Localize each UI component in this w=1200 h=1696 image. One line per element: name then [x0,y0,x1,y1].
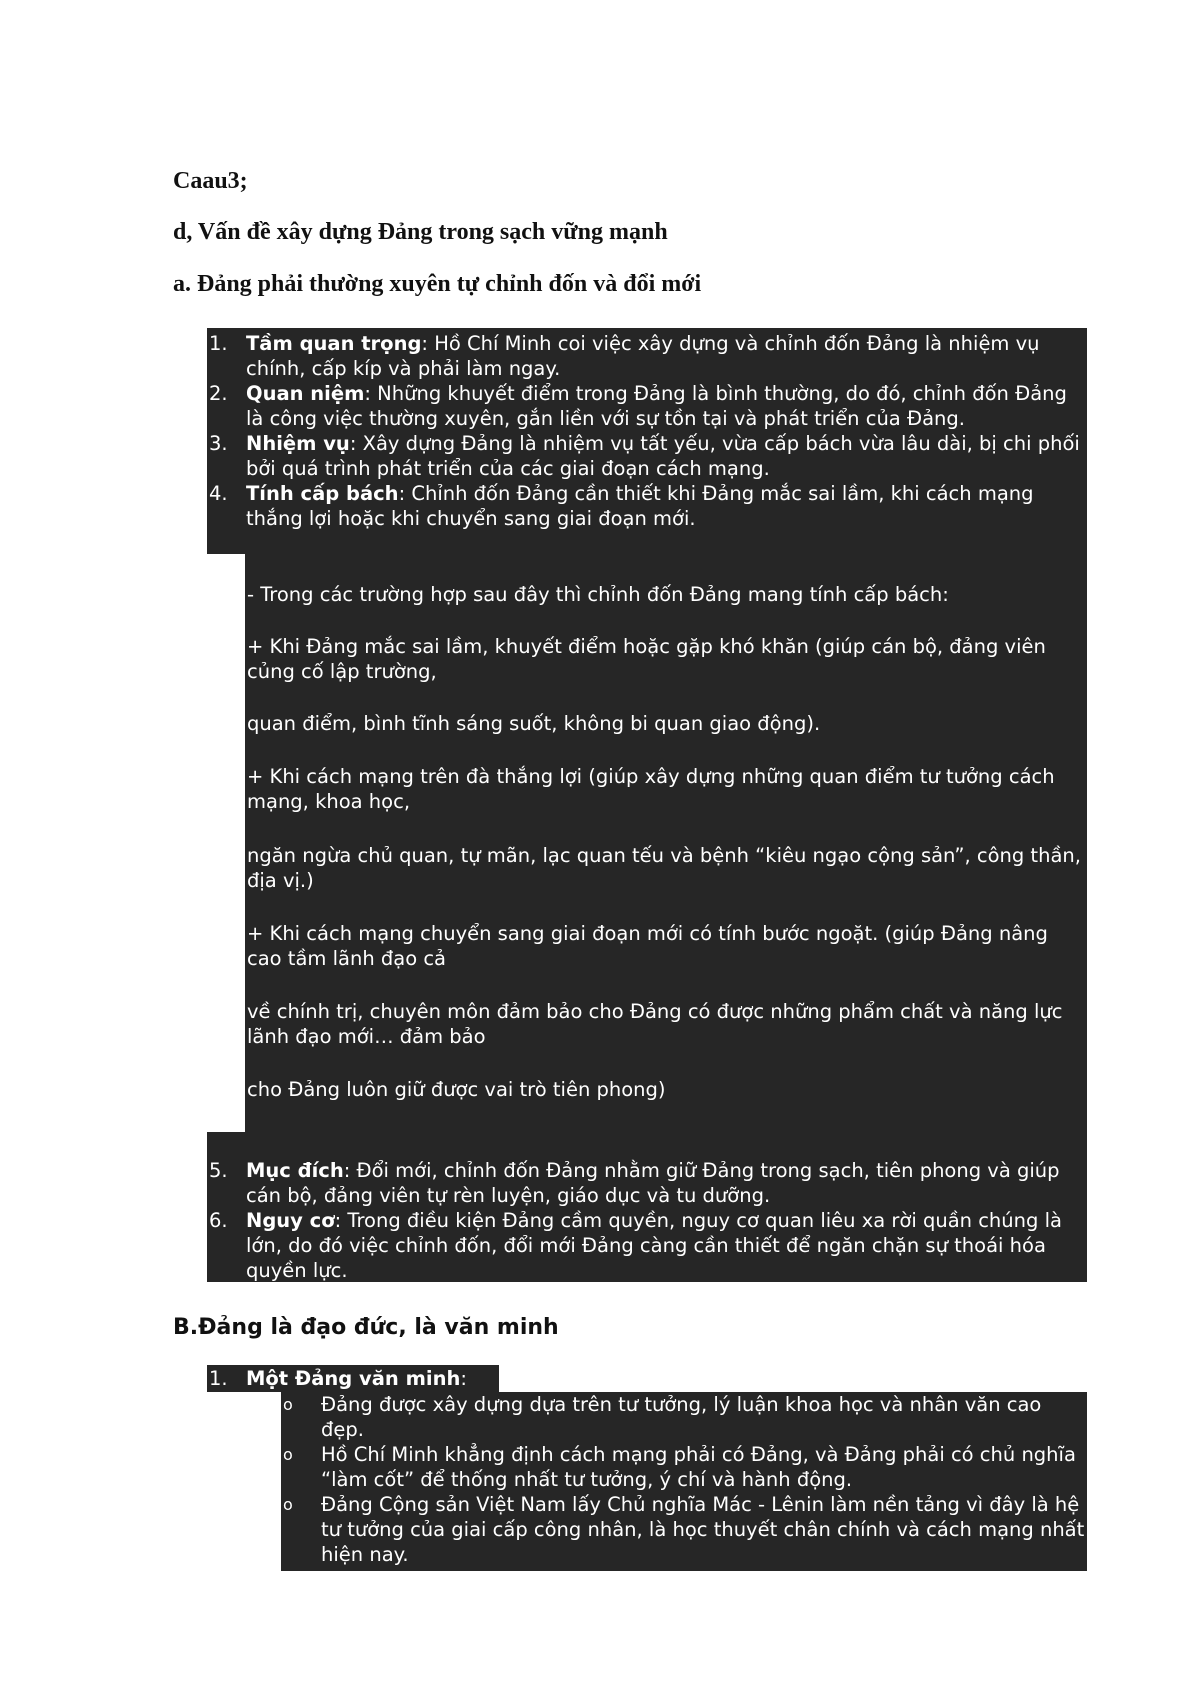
urgency-paragraph: quan điểm, bình tĩnh sáng suốt, không bi quan giao động). [247,712,821,735]
list-item-text: : Trong điều kiện Đảng cầm quyền, nguy cơ quan liêu xa rời quần chúng là lớn, do đó việc chỉnh đốn, đổi mới Đảng càng cần thiết để ngăn chặn sự thoái hóa quyền lực. [246,1209,1062,1282]
list-b-term: Một Đảng văn minh [246,1367,461,1390]
urgency-paragraph: + Khi cách mạng chuyển sang giai đoạn mới có tính bước ngoặt. (giúp Đảng nâng cao tầm lãnh đạo cả [247,922,1048,970]
list-item-term: Nguy cơ [246,1209,335,1232]
list-item: 6. Nguy cơ: Trong điều kiện Đảng cầm quyền, nguy cơ quan liêu xa rời quần chúng là lớn, do đó việc chỉnh đốn, đổi mới Đảng càng cần thiết để ngăn chặn sự thoái hóa quyền lực. [209,1209,1062,1282]
list-item-term: Tầm quan trọng [246,332,422,355]
list-item: 2. Quan niệm: Những khuyết điểm trong Đảng là bình thường, do đó, chỉnh đốn Đảng là công việc thường xuyên, gắn liền với sự tồn tại và phát triển của Đảng. [209,382,1067,430]
list-item-term: Mục đích [246,1159,344,1182]
list-item: o Đảng được xây dựng dựa trên tư tưởng, lý luận khoa học và nhân văn cao đẹp. [283,1393,1042,1441]
bullet-list-b [283,1392,1085,1567]
list-item-text: : Đổi mới, chỉnh đốn Đảng nhằm giữ Đảng trong sạch, tiên phong và giúp cán bộ, đảng viên tự rèn luyện, giáo dục và tu dưỡng. [246,1159,1060,1207]
section-d-title: d, Vấn đề xây dựng Đảng trong sạch vững mạnh [173,219,668,245]
question-label: Caau3; [173,168,248,194]
list-item-text: : Những khuyết điểm trong Đảng là bình thường, do đó, chỉnh đốn Đảng là công việc thường xuyên, gắn liền với sự tồn tại và phát triển của Đảng. [246,382,1067,430]
urgency-intro: - Trong các trường hợp sau đây thì chỉnh đốn Đảng mang tính cấp bách: [247,583,949,606]
list-item-text: : Chỉnh đốn Đảng cần thiết khi Đảng mắc sai lầm, khi cách mạng thắng lợi hoặc khi chuyển sang giai đoạn mới. [246,482,1034,530]
list-b-heading: 1. Một Đảng văn minh: [209,1367,467,1390]
urgency-paragraph: về chính trị, chuyên môn đảm bảo cho Đảng có được những phẩm chất và năng lực lãnh đạo mới… đảm bảo [247,1000,1063,1048]
urgency-paragraph: + Khi Đảng mắc sai lầm, khuyết điểm hoặc gặp khó khăn (giúp cán bộ, đảng viên củng cố lập trường, [247,635,1046,683]
list-item-text: : Hồ Chí Minh coi việc xây dựng và chỉnh đốn Đảng là nhiệm vụ chính, cấp kíp và phải làm ngay. [246,332,1040,380]
list-item: o Hồ Chí Minh khẳng định cách mạng phải có Đảng, và Đảng phải có chủ nghĩa “làm cốt” để thống nhất tư tưởng, ý chí và hành động. [283,1443,1076,1491]
list-item: o Đảng Cộng sản Việt Nam lấy Chủ nghĩa Mác - Lênin làm nền tảng vì đây là hệ tư tưởng của giai cấp công nhân, là học thuyết chân chính và cách mạng nhất hiện nay. [283,1493,1085,1566]
section-b-title: B.Đảng là đạo đức, là văn minh [173,1315,559,1340]
numbered-list-a [209,331,1085,531]
list-item-term: Nhiệm vụ [246,432,350,455]
list-item-term: Quan niệm [246,382,365,405]
list-item: 1. Tầm quan trọng: Hồ Chí Minh coi việc xây dựng và chỉnh đốn Đảng là nhiệm vụ chính, cấp kíp và phải làm ngay. [209,332,1040,380]
urgency-paragraph: + Khi cách mạng trên đà thắng lợi (giúp xây dựng những quan điểm tư tưởng cách mạng, khoa học, [247,765,1055,813]
list-item-term: Tính cấp bách [246,482,399,505]
list-item: 5. Mục đích: Đổi mới, chỉnh đốn Đảng nhằm giữ Đảng trong sạch, tiên phong và giúp cán bộ, đảng viên tự rèn luyện, giáo dục và tu dưỡng. [209,1159,1060,1207]
section-a-title: a. Đảng phải thường xuyên tự chỉnh đốn và đổi mới [173,271,702,297]
list-item: 4. Tính cấp bách: Chỉnh đốn Đảng cần thiết khi Đảng mắc sai lầm, khi cách mạng thắng lợi hoặc khi chuyển sang giai đoạn mới. [209,482,1034,530]
numbered-list-a-continued [209,1158,1085,1283]
urgency-paragraph: cho Đảng luôn giữ được vai trò tiên phong) [247,1078,666,1101]
list-item: 3. Nhiệm vụ: Xây dựng Đảng là nhiệm vụ tất yếu, vừa cấp bách vừa lâu dài, bị chi phối bởi quá trình phát triển của các giai đoạn cách mạng. [209,432,1080,480]
urgency-paragraph: ngăn ngừa chủ quan, tự mãn, lạc quan tếu và bệnh “kiêu ngạo cộng sản”, công thần, địa vị.) [247,844,1081,892]
list-item-text: : Xây dựng Đảng là nhiệm vụ tất yếu, vừa cấp bách vừa lâu dài, bị chi phối bởi quá trình phát triển của các giai đoạn cách mạng. [246,432,1080,480]
